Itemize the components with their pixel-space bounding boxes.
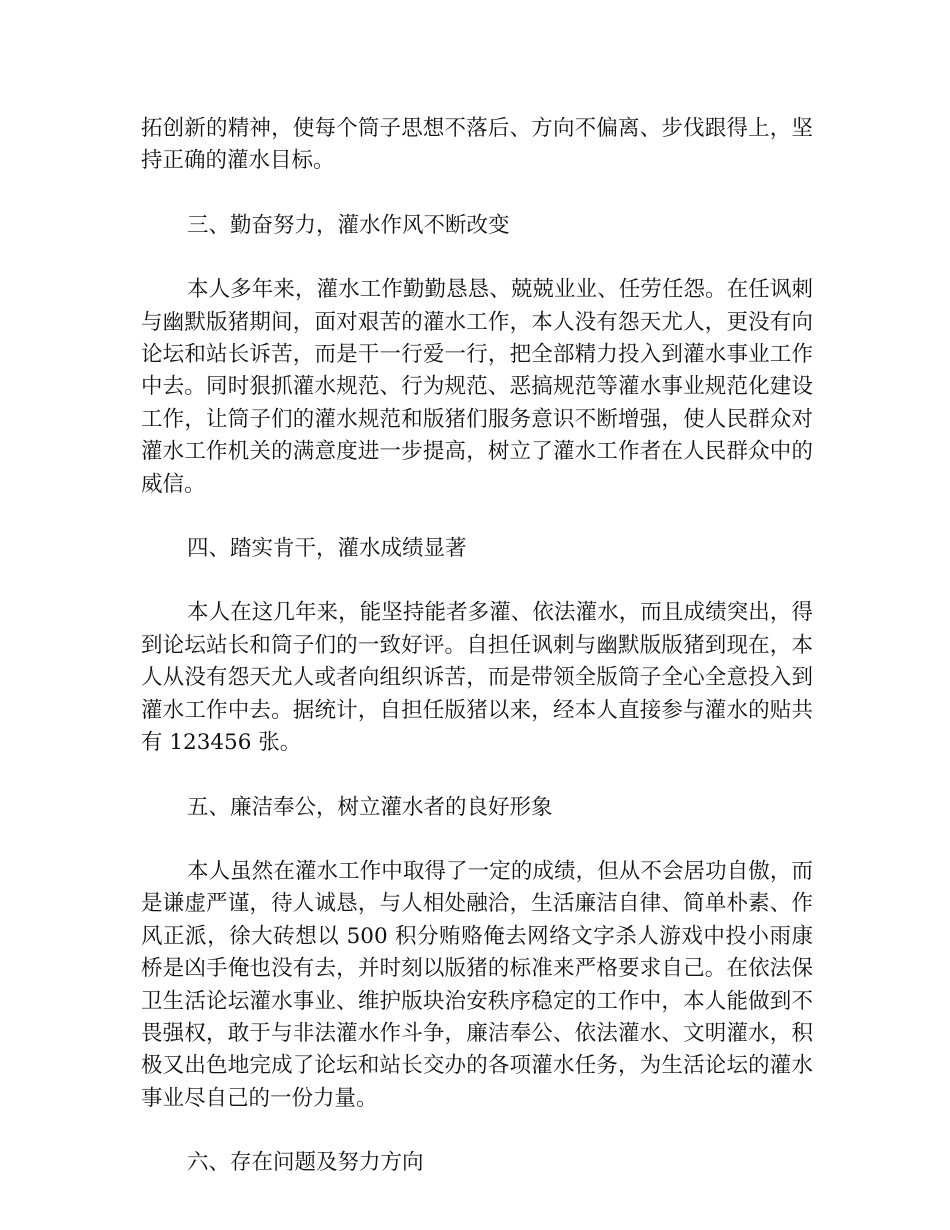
section-heading-4: 四、踏实肯干，灌水成绩显著: [187, 536, 467, 562]
paragraph-gap: [141, 824, 813, 856]
section-heading-5: 五、廉洁奉公，树立灌水者的良好形象: [187, 794, 553, 820]
paragraph-gap: [141, 565, 813, 597]
paragraph-gap: [141, 178, 813, 210]
paragraph-continuation: 拓创新的精神，使每个筒子思想不落后、方向不偏离、步伐跟得上，坚持正确的灌水目标。: [141, 116, 813, 174]
paragraph-gap: [141, 760, 813, 792]
paragraph-gap: [141, 501, 813, 533]
document-page: [141, 113, 813, 1180]
paragraph-gap: [141, 1115, 813, 1147]
paragraph-body: 本人在这几年来，能坚持能者多灌、依法灌水，而且成绩突出，得到论坛站长和筒子们的一致好评。自担任讽刺与幽默版版猪到现在，本人从没有怨天尤人或者向组织诉苦，而是带领全版筒子全心全意投入到灌水工作中去。据统计，自担任版猪以来，经本人直接参与灌水的贴共有 123456 张。: [141, 600, 813, 756]
section-heading-3: 三、勤奋努力，灌水作风不断改变: [187, 212, 510, 238]
section-heading-6: 六、存在问题及努力方向: [187, 1150, 424, 1176]
paragraph-body: 本人多年来，灌水工作勤勤恳恳、兢兢业业、任劳任怨。在任讽刺与幽默版猪期间，面对艰苦的灌水工作，本人没有怨天尤人，更没有向论坛和站长诉苦，而是干一行爱一行，把全部精力投入到灌水事业工作中去。同时狠抓灌水规范、行为规范、恶搞规范等灌水事业规范化建设工作，让筒子们的灌水规范和版猪们服务意识不断增强，使人民群众对灌水工作机关的满意度进一步提高，树立了灌水工作者在人民群众中的威信。: [141, 277, 813, 497]
paragraph-body: 本人虽然在灌水工作中取得了一定的成绩，但从不会居功自傲，而是谦虚严谨，待人诚恳，与人相处融洽，生活廉洁自律、简单朴素、作风正派，徐大砖想以 500 积分贿赂俺去网络文字杀人游戏中投小雨康桥是凶手俺也没有去，并时刻以版猪的标准来严格要求自己。在依法保卫生活论坛灌水事业、维护版块治安秩序稳定的工作中，本人能做到不畏强权，敢于与非法灌水作斗争，廉洁奉公、依法灌水、文明灌水，积极又出色地完成了论坛和站长交办的各项灌水任务，为生活论坛的灌水事业尽自己的一份力量。: [141, 858, 813, 1111]
paragraph-gap: [141, 242, 813, 274]
